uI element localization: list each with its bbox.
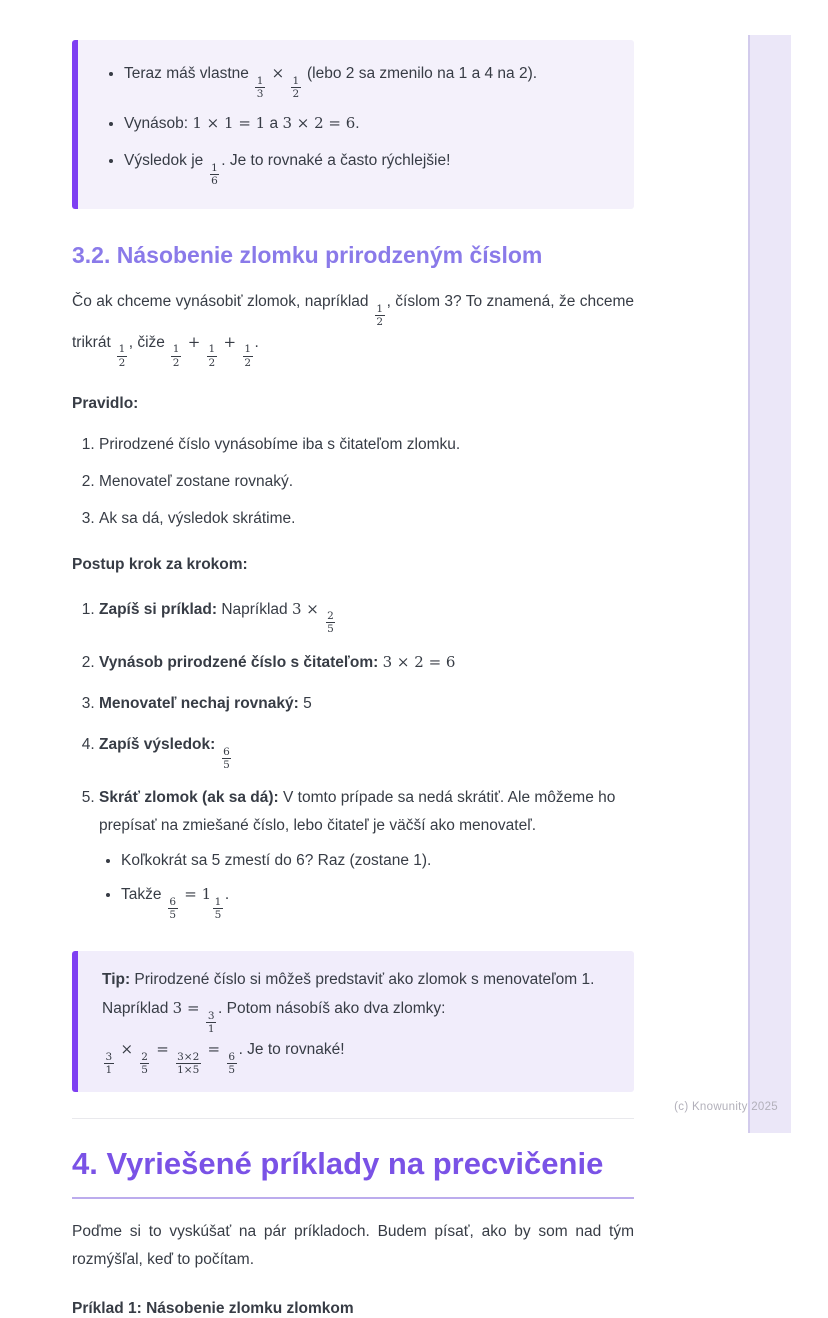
fraction: $\frac{6}{5}$ <box>223 746 230 772</box>
list-item: 2. Menovateľ zostane rovnaký. <box>99 471 634 493</box>
section-divider <box>72 1118 634 1119</box>
document-page <box>72 0 634 1318</box>
fraction: $\frac{1}{6}$ <box>211 161 218 187</box>
list-item: • Vynásob: 1 × 1 = 1 a 3 × 2 = 6. <box>124 110 610 137</box>
fraction: $\frac{6}{5}$ <box>169 896 176 922</box>
list-item: 3. Ak sa dá, výsledok skrátime. <box>99 508 634 530</box>
fraction: $\frac{2}{5}$ <box>141 1050 148 1076</box>
copyright-watermark: (c) Knowunity 2025 <box>674 1101 778 1113</box>
summary-callout <box>72 40 634 209</box>
tip-line: Napríklad 3 = $\frac{3}{1}$ . Potom násobíš ako dva zlomky: <box>102 999 446 1036</box>
step5-sub-list <box>99 847 634 921</box>
fraction: $\frac{1}{2}$ <box>244 343 252 369</box>
list-item: 2. Vynásob prirodzené číslo s čitateľom: 3 × 2 = 6 <box>99 648 634 677</box>
next-page-edge <box>748 35 791 1133</box>
list-item: • Výsledok je $\frac{1}{6}$ . Je to rovnaké a často rýchlejšie! <box>124 147 610 187</box>
rules-list <box>72 434 634 530</box>
tip-line: Tip: Prirodzené číslo si môžeš predstaviť ako zlomok s menovateľom 1. <box>102 971 595 989</box>
section-4-heading: 4. Vyriešené príklady na precvičenie <box>72 1146 634 1199</box>
fraction: $\frac{1}{2}$ <box>172 343 180 369</box>
section-4-intro: Poďme si to vyskúšať na pár príkladoch. Budem písať, ako by som nad tým rozmýšľal, keď to počítam. <box>72 1223 634 1269</box>
list-item: 3. Menovateľ nechaj rovnaký: 5 <box>99 690 634 718</box>
list-item: • Takže $\frac{6}{5}$ = 1 $\frac{1}{5}$ . <box>121 881 634 921</box>
example-1-label: Príklad 1: Násobenie zlomku zlomkom <box>72 1300 354 1318</box>
fraction: $\frac{1}{2}$ <box>118 343 126 369</box>
list-item: • Koľkokrát sa 5 zmestí do 6? Raz (zostane 1). <box>121 847 634 874</box>
summary-bullet-list <box>102 60 610 187</box>
fraction: $\frac{6}{5}$ <box>228 1050 236 1076</box>
fraction: $\frac{1}{3}$ <box>256 74 264 100</box>
section-3-2-intro: Čo ak chceme vynásobiť zlomok, napríklad $\frac{1}{2}$ , číslom 3? To znamená, že chceme trikrát $\frac{1}{2}$ , čiže $\frac{1}{2}$ + $\frac{1}{2}$ + $\frac{1}{2}$ . <box>72 292 634 369</box>
fraction: $\frac{2}{5}$ <box>327 610 334 636</box>
tip-callout <box>72 951 634 1092</box>
fraction: $\frac{3\times 2}{1\times 5}$ <box>177 1050 200 1076</box>
list-item: 1. Zapíš si príklad: Napríklad 3 × $\frac{2}{5}$ <box>99 595 634 636</box>
postup-label: Postup krok za krokom: <box>72 555 248 573</box>
fraction: $\frac{1}{2}$ <box>208 343 216 369</box>
fraction: $\frac{1}{2}$ <box>292 74 300 100</box>
section-3-2-heading: 3.2. Násobenie zlomku prirodzeným číslom <box>72 241 543 268</box>
fraction: $\frac{3}{1}$ <box>105 1050 113 1076</box>
list-item: 4. Zapíš výsledok: $\frac{6}{5}$ <box>99 731 634 771</box>
fraction: $\frac{1}{5}$ <box>214 896 222 922</box>
list-item <box>99 784 634 921</box>
fraction: $\frac{3}{1}$ <box>207 1010 215 1036</box>
tip-line: $\frac{3}{1}$ × $\frac{2}{5}$ = $\frac{3\times 2}{1\times 5}$ = $\frac{6}{5}$ . Je to rovnaké! <box>105 1040 345 1076</box>
list-item: 1. Prirodzené číslo vynásobíme iba s čitateľom zlomku. <box>99 434 634 456</box>
steps-list <box>72 595 634 922</box>
step-text: Skráť zlomok (ak sa dá): V tomto prípade sa nedá skrátiť. Ale môžeme ho prepísať na zmiešané číslo, lebo čitateľ je väčší ako menovateľ. <box>99 789 616 835</box>
fraction: $\frac{1}{2}$ <box>376 302 384 328</box>
list-item: • Teraz máš vlastne $\frac{1}{3}$ × $\frac{1}{2}$ (lebo 2 sa zmenilo na 1 a 4 na 2). <box>124 60 610 100</box>
pravidlo-label: Pravidlo: <box>72 394 139 412</box>
